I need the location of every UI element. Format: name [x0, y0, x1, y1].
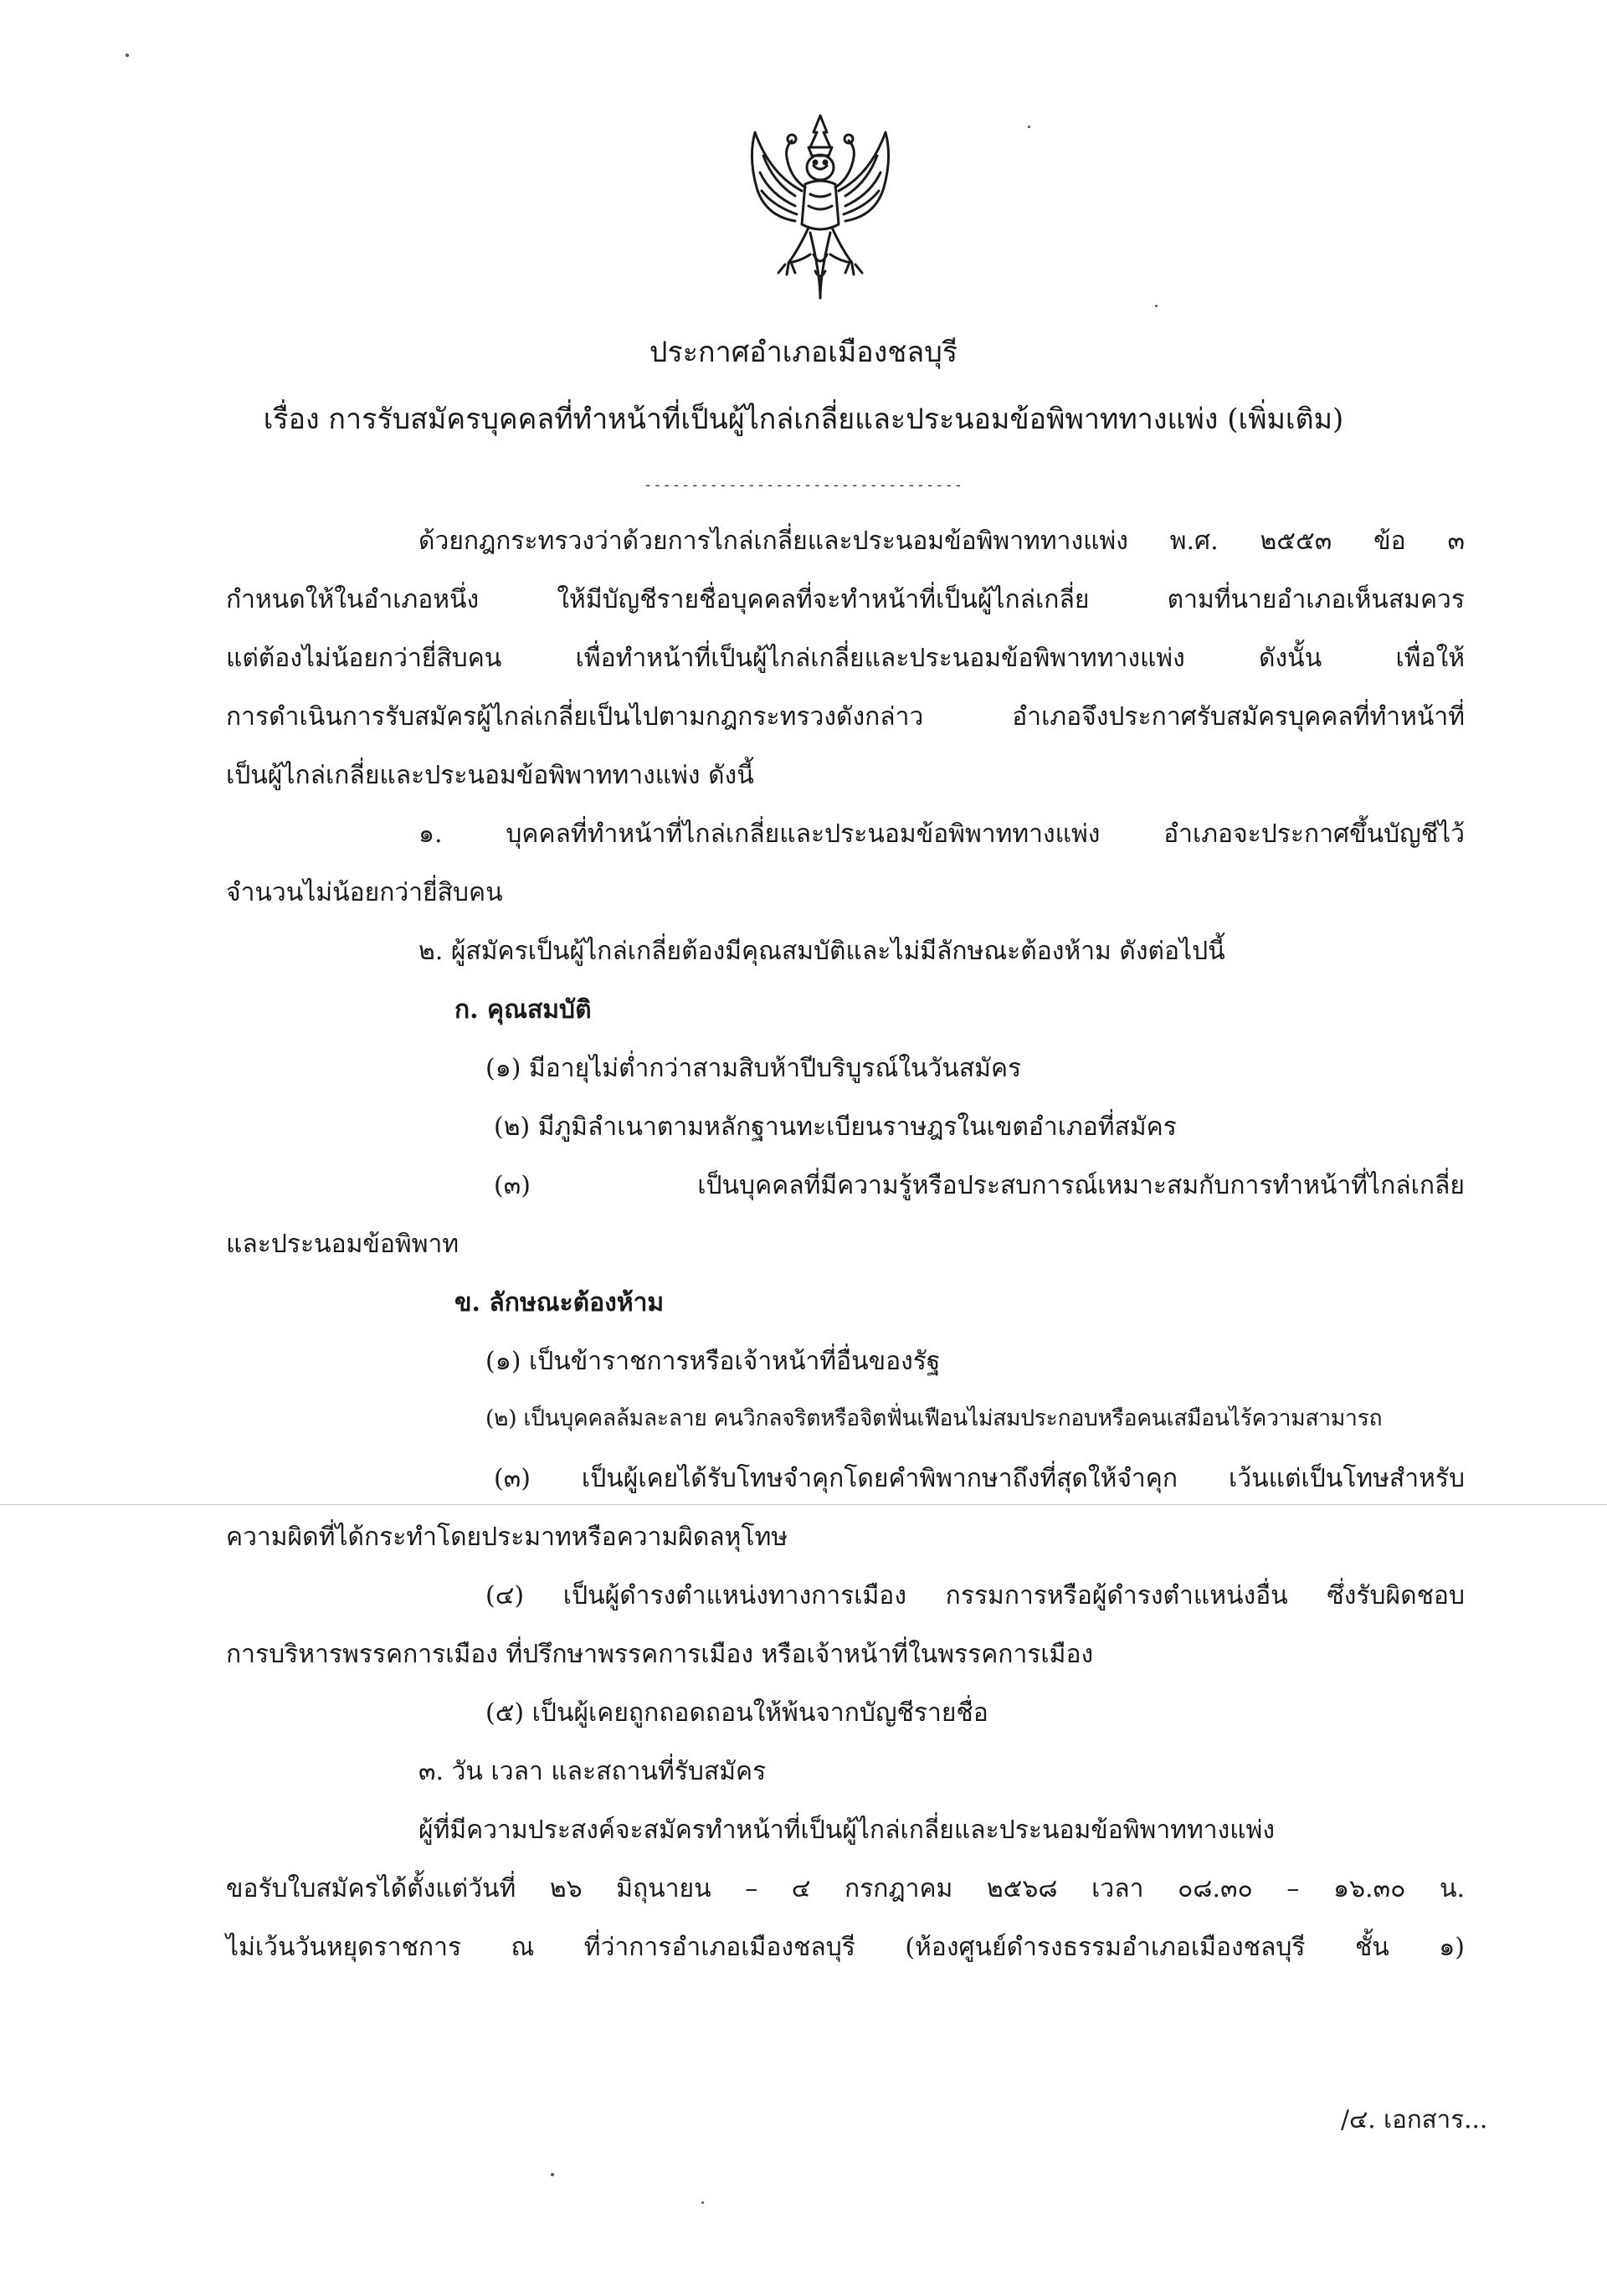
- item-3-line-1: ผู้ที่มีความประสงค์จะสมัครทำหน้าที่เป็นผู้ไกล่เกลี่ยและประนอมข้อพิพาททางแพ่ง: [418, 1816, 1275, 1845]
- qualification-3-line-2: และประนอมข้อพิพาท: [226, 1230, 460, 1259]
- qualifications-heading: ก. คุณสมบัติ: [454, 995, 592, 1025]
- announcement-title: ประกาศอำเภอเมืองชลบุรี: [649, 336, 958, 369]
- prohibition-4-line-1: (๔) เป็นผู้ดำรงตำแหน่งทางการเมือง กรรมการหรือผู้ดำรงตำแหน่งอื่น ซึ่งรับผิดชอบ: [485, 1581, 1465, 1610]
- prohibition-4-line-2: การบริหารพรรคการเมือง ที่ปรึกษาพรรคการเมือง หรือเจ้าหน้าที่ในพรรคการเมือง: [226, 1640, 1094, 1669]
- prohibition-5: (๕) เป็นผู้เคยถูกถอดถอนให้พ้นจากบัญชีรายชื่อ: [485, 1698, 988, 1728]
- title-separator: ----------------------------------: [644, 477, 963, 494]
- intro-line-2: กำหนดให้ในอำเภอหนึ่ง ให้มีบัญชีรายชื่อบุคคลที่จะทำหน้าที่เป็นผู้ไกล่เกลี่ย ตามที่นายอำเภอเห็นสมควร: [226, 585, 1465, 614]
- intro-line-4: การดำเนินการรับสมัครผู้ไกล่เกลี่ยเป็นไปตามกฎกระทรวงดังกล่าว อำเภอจึงประกาศรับสมัครบุคคลที่ทำหน้าที่: [226, 702, 1465, 732]
- item-3-heading: ๓. วัน เวลา และสถานที่รับสมัคร: [418, 1757, 767, 1786]
- item-1-line-1: ๑. บุคคลที่ทำหน้าที่ไกล่เกลี่ยและประนอมข้อพิพาททางแพ่ง อำเภอจะประกาศขึ้นบัญชีไว้: [418, 819, 1465, 849]
- prohibition-3-line-2: ความผิดที่ได้กระทำโดยประมาทหรือความผิดลหุโทษ: [226, 1523, 788, 1552]
- qualification-3-line-1: (๓) เป็นบุคคลที่มีความรู้หรือประสบการณ์เหมาะสมกับการทำหน้าที่ไกล่เกลี่ย: [494, 1171, 1465, 1200]
- prohibition-3-line-1: (๓) เป็นผู้เคยได้รับโทษจำคุกโดยคำพิพากษาถึงที่สุดให้จำคุก เว้นแต่เป็นโทษสำหรับ: [494, 1464, 1465, 1493]
- garuda-emblem-icon: [737, 107, 904, 308]
- page-continuation: /๔. เอกสาร...: [1341, 2105, 1488, 2134]
- scan-artifact-line: [0, 1504, 1607, 1505]
- qualification-1: (๑) มีอายุไม่ต่ำกว่าสามสิบห้าปีบริบูรณ์ในวันสมัคร: [485, 1054, 1022, 1083]
- item-3-line-3: ไม่เว้นวันหยุดราชการ ณ ที่ว่าการอำเภอเมืองชลบุรี (ห้องศูนย์ดำรงธรรมอำเภอเมืองชลบุรี ชั้น ๑): [226, 1933, 1465, 1962]
- intro-line-5: เป็นผู้ไกล่เกลี่ยและประนอมข้อพิพาททางแพ่ง ดังนี้: [226, 761, 754, 790]
- scan-speck: [1155, 305, 1158, 307]
- item-3-line-2: ขอรับใบสมัครได้ตั้งแต่วันที่ ๒๖ มิถุนายน – ๔ กรกฎาคม ๒๕๖๘ เวลา ๐๘.๓๐ – ๑๖.๓๐ น.: [226, 1874, 1465, 1903]
- qualification-2: (๒) มีภูมิลำเนาตามหลักฐานทะเบียนราษฎรในเขตอำเภอที่สมัคร: [494, 1112, 1177, 1142]
- scan-speck: [701, 2201, 704, 2204]
- scan-speck: [1028, 126, 1030, 128]
- scan-speck: [551, 2173, 554, 2176]
- prohibitions-heading: ข. ลักษณะต้องห้าม: [454, 1288, 665, 1318]
- prohibition-1: (๑) เป็นข้าราชการหรือเจ้าหน้าที่อื่นของรัฐ: [485, 1347, 941, 1376]
- scan-speck: [126, 54, 129, 57]
- item-1-line-2: จำนวนไม่น้อยกว่ายี่สิบคน: [226, 878, 503, 907]
- announcement-subject: เรื่อง การรับสมัครบุคคลที่ทำหน้าที่เป็นผู้ไกล่เกลี่ยและประนอมข้อพิพาททางแพ่ง (เพิ่มเติม): [263, 403, 1344, 436]
- intro-line-3: แต่ต้องไม่น้อยกว่ายี่สิบคน เพื่อทำหน้าที่เป็นผู้ไกล่เกลี่ยและประนอมข้อพิพาททางแพ่ง ดังนั้น เพื่อให้: [226, 644, 1465, 673]
- item-2-heading: ๒. ผู้สมัครเป็นผู้ไกล่เกลี่ยต้องมีคุณสมบัติและไม่มีลักษณะต้องห้าม ดังต่อไปนี้: [418, 937, 1225, 966]
- intro-line-1: ด้วยกฎกระทรวงว่าด้วยการไกล่เกลี่ยและประนอมข้อพิพาททางแพ่ง พ.ศ. ๒๕๕๓ ข้อ ๓: [418, 526, 1465, 556]
- prohibition-2: (๒) เป็นบุคคลล้มละลาย คนวิกลจริตหรือจิตฟั่นเฟือนไม่สมประกอบหรือคนเสมือนไร้ความสามารถ: [485, 1405, 1383, 1431]
